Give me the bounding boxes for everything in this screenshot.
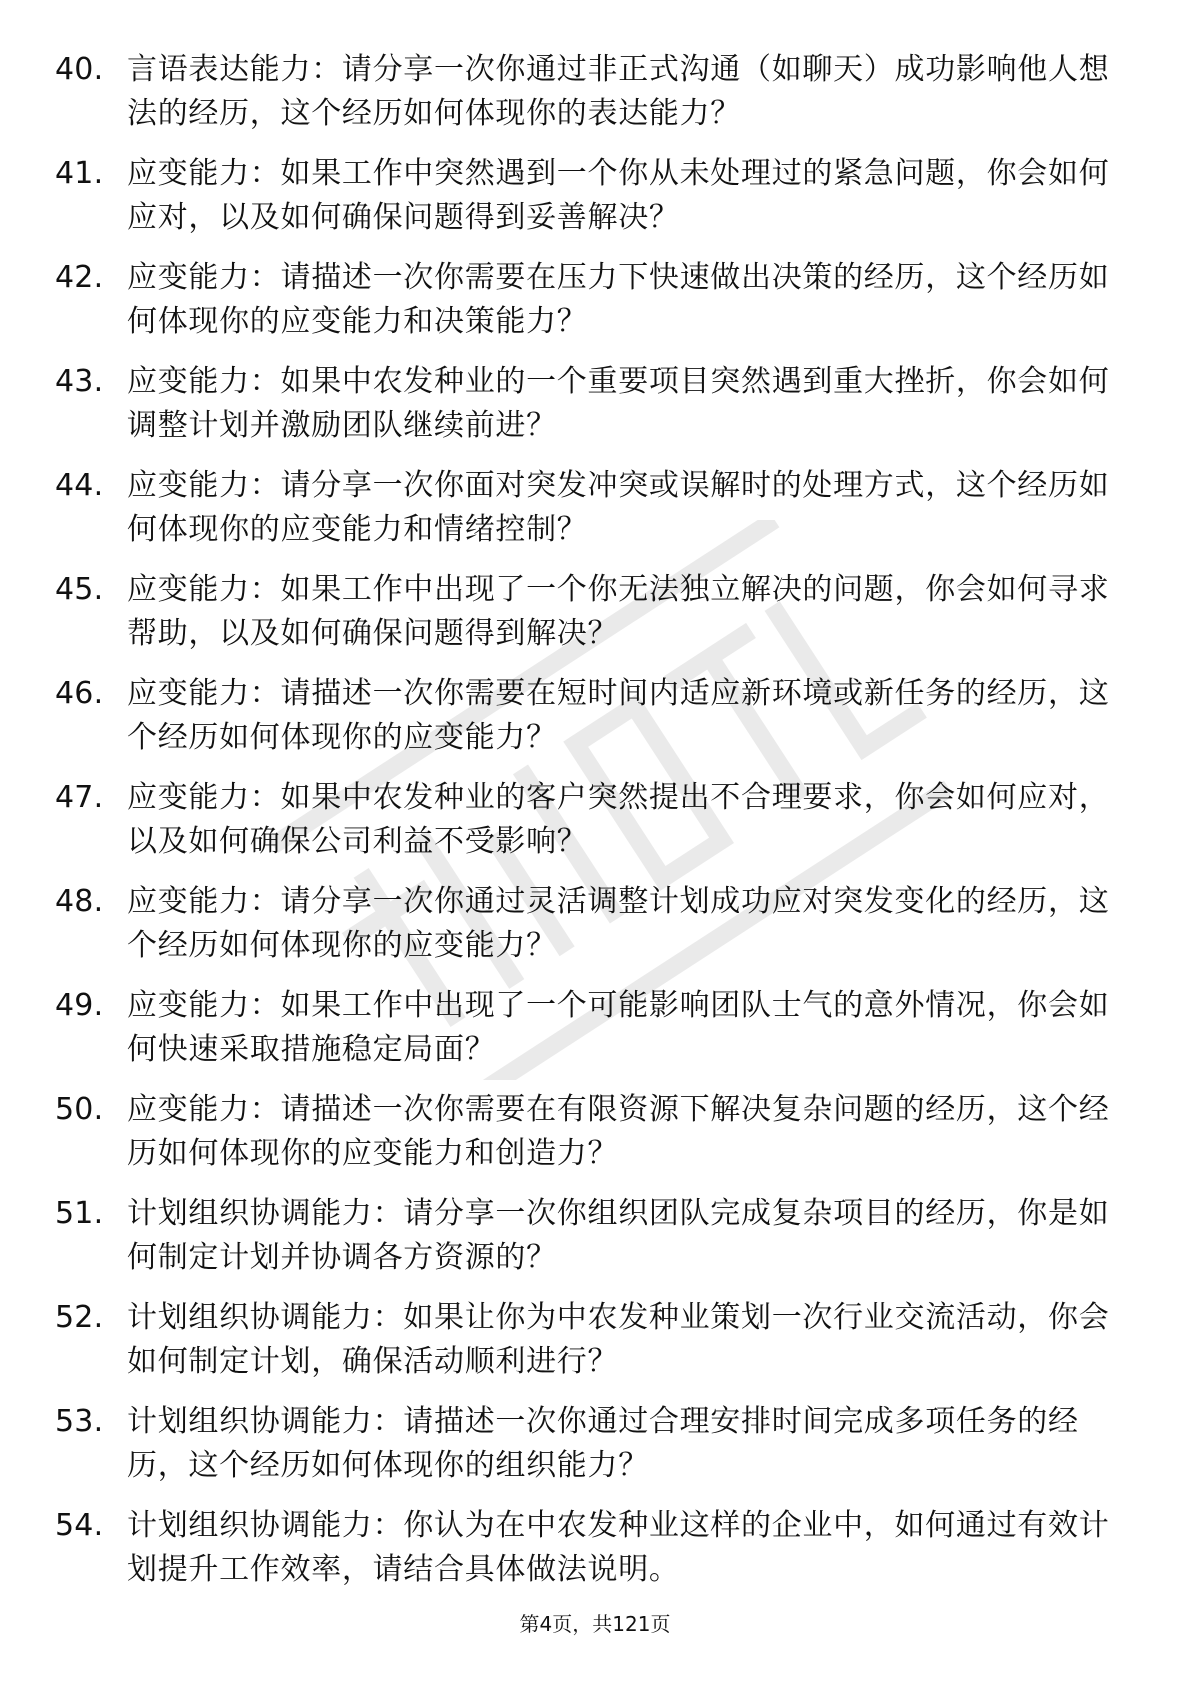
question-number: 52. [55, 1300, 104, 1335]
question-text: 计划组织协调能力：请描述一次你通过合理安排时间完成多项任务的经历，这个经历如何体现你的组织能力？ [127, 1404, 1079, 1483]
question-number: 41. [55, 156, 104, 191]
question-text: 应变能力：如果中农发种业的客户突然提出不合理要求，你会如何应对，以及如何确保公司利益不受影响？ [127, 780, 1110, 859]
question-text: 应变能力：如果工作中出现了一个可能影响团队士气的意外情况，你会如何快速采取措施稳定局面？ [127, 988, 1110, 1067]
question-text: 应变能力：请描述一次你需要在短时间内适应新环境或新任务的经历，这个经历如何体现你的应变能力？ [127, 676, 1110, 755]
question-item-50 [55, 1088, 1135, 1176]
question-text: 计划组织协调能力：请分享一次你组织团队完成复杂项目的经历，你是如何制定计划并协调各方资源的？ [127, 1196, 1110, 1275]
question-text: 应变能力：请分享一次你面对突发冲突或误解时的处理方式，这个经历如何体现你的应变能力和情绪控制？ [127, 468, 1110, 547]
question-item-49 [55, 984, 1135, 1072]
question-number: 40. [55, 52, 104, 87]
question-text: 应变能力：如果工作中突然遇到一个你从未处理过的紧急问题，你会如何应对，以及如何确保问题得到妥善解决？ [127, 156, 1110, 235]
question-item-44 [55, 464, 1135, 552]
question-number: 43. [55, 364, 104, 399]
question-number: 54. [55, 1508, 104, 1543]
question-text: 应变能力：请描述一次你需要在有限资源下解决复杂问题的经历，这个经历如何体现你的应变能力和创造力？ [127, 1092, 1110, 1171]
question-item-46 [55, 672, 1135, 760]
question-text: 计划组织协调能力：如果让你为中农发种业策划一次行业交流活动，你会如何制定计划，确保活动顺利进行？ [127, 1300, 1110, 1379]
question-number: 49. [55, 988, 104, 1023]
question-list [55, 48, 1135, 1608]
question-number: 42. [55, 260, 104, 295]
question-item-45 [55, 568, 1135, 656]
question-item-41 [55, 152, 1135, 240]
question-item-52 [55, 1296, 1135, 1384]
question-text: 言语表达能力：请分享一次你通过非正式沟通（如聊天）成功影响他人想法的经历，这个经历如何体现你的表达能力？ [127, 52, 1110, 131]
question-item-54 [55, 1504, 1135, 1592]
page-footer: 第4页，共121页 [519, 1612, 671, 1636]
question-number: 51. [55, 1196, 104, 1231]
question-number: 50. [55, 1092, 104, 1127]
question-item-40 [55, 48, 1135, 136]
question-text: 应变能力：请描述一次你需要在压力下快速做出决策的经历，这个经历如何体现你的应变能力和决策能力？ [127, 260, 1110, 339]
question-text: 应变能力：请分享一次你通过灵活调整计划成功应对突发变化的经历，这个经历如何体现你的应变能力？ [127, 884, 1110, 963]
question-item-42 [55, 256, 1135, 344]
question-item-51 [55, 1192, 1135, 1280]
question-number: 53. [55, 1404, 104, 1439]
question-item-53 [55, 1400, 1135, 1488]
question-number: 46. [55, 676, 104, 711]
question-number: 48. [55, 884, 104, 919]
question-text: 应变能力：如果中农发种业的一个重要项目突然遇到重大挫折，你会如何调整计划并激励团队继续前进？ [127, 364, 1110, 443]
question-text: 应变能力：如果工作中出现了一个你无法独立解决的问题，你会如何寻求帮助，以及如何确保问题得到解决？ [127, 572, 1110, 651]
question-item-48 [55, 880, 1135, 968]
question-item-47 [55, 776, 1135, 864]
question-text: 计划组织协调能力：你认为在中农发种业这样的企业中，如何通过有效计划提升工作效率，请结合具体做法说明。 [127, 1508, 1110, 1587]
question-number: 45. [55, 572, 104, 607]
question-item-43 [55, 360, 1135, 448]
question-number: 47. [55, 780, 104, 815]
question-number: 44. [55, 468, 104, 503]
